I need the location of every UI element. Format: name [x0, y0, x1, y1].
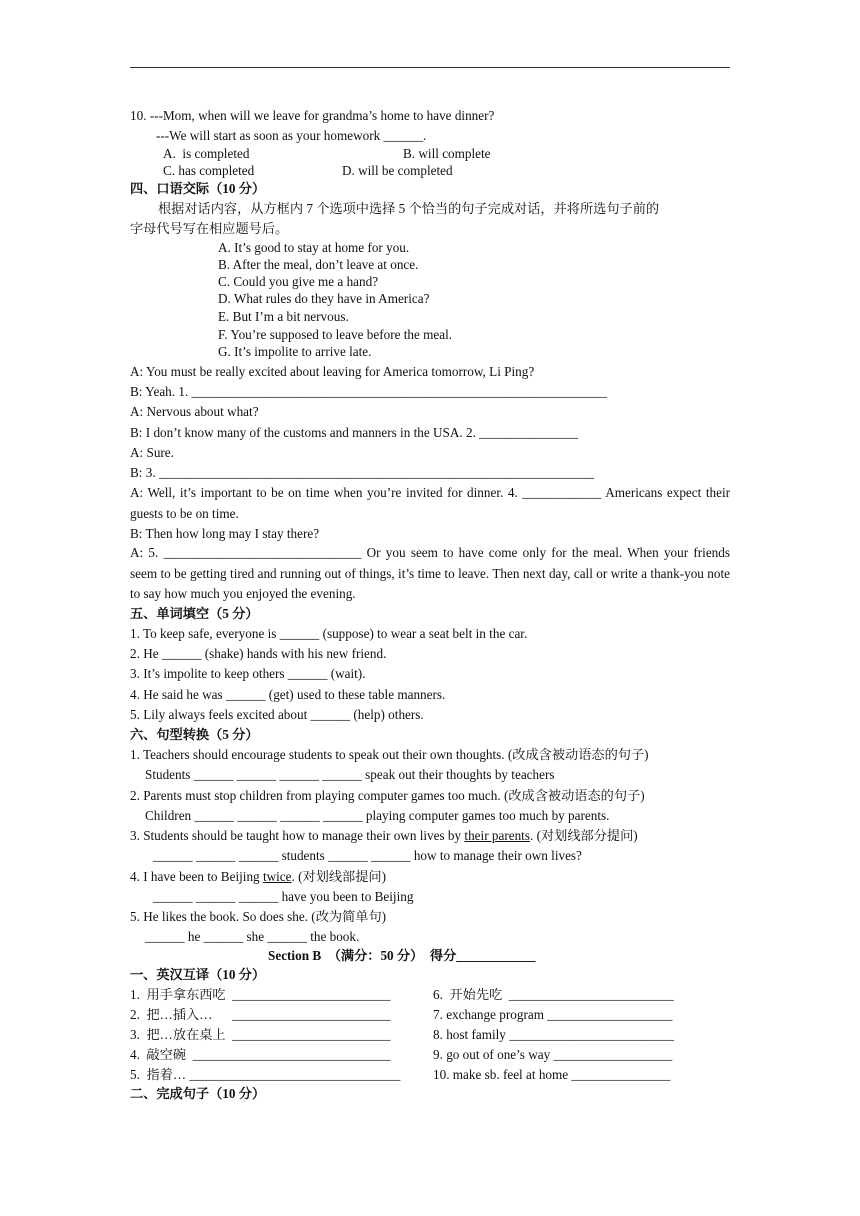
dialogue-line: A: Well, it’s important to be on time when you’re invited for dinner. 4. ____________ Americans expect their guests to be on time. — [130, 485, 730, 521]
transform-item: 5. He likes the book. So does she. (改为简单句) — [130, 909, 387, 924]
instructions: 根据对话内容，从方框内 7 个选项中选择 5 个恰当的句子完成对话，并将所选句子前的 — [158, 201, 660, 216]
fill-item: 3. It’s impolite to keep others ______ (wait). — [130, 666, 366, 681]
item-text: . (对划线部分提问) — [529, 828, 638, 843]
translation-item: 1. 用手拿东西吃 ________________________ — [130, 987, 391, 1002]
fill-item: 2. He ______ (shake) hands with his new friend. — [130, 646, 387, 661]
transform-answer: ______ ______ ______ have you been to Beijing — [153, 889, 414, 904]
dialogue-line: A: You must be really excited about leaving for America tomorrow, Li Ping? — [130, 364, 535, 379]
item-text: 4. I have been to Beijing — [130, 869, 263, 884]
translation-item: 10. make sb. feel at home _______________ — [433, 1067, 671, 1082]
q10-option-a: A. is completed — [163, 146, 250, 161]
underlined-phrase: their parents — [464, 828, 530, 843]
transform-answer: ______ ______ ______ students ______ ______ how to manage their own lives? — [153, 848, 582, 863]
q10-option-c: C. has completed — [163, 163, 255, 178]
transform-answer: ______ he ______ she ______ the book. — [145, 929, 360, 944]
dialogue-line: B: Then how long may I stay there? — [130, 526, 320, 541]
q10-option-b: B. will complete — [403, 146, 491, 161]
fill-item: 5. Lily always feels excited about ______ (help) others. — [130, 707, 424, 722]
section-heading: 四、口语交际（10 分） — [130, 181, 266, 196]
fill-item: 1. To keep safe, everyone is ______ (suppose) to wear a seat belt in the car. — [130, 626, 528, 641]
instructions: 字母代号写在相应题号后。 — [130, 221, 289, 236]
translation-item: 8. host family _________________________ — [433, 1027, 675, 1042]
translation-item: 2. 把…插入… ________________________ — [130, 1007, 391, 1022]
translation-item: 5. 指着… ________________________________ — [130, 1067, 401, 1082]
fill-item: 4. He said he was ______ (get) used to these table manners. — [130, 687, 446, 702]
dialogue-line: B: 3. __________________________________________________________________ — [130, 465, 595, 480]
option-item: F. You’re supposed to leave before the meal. — [218, 327, 453, 342]
item-text: . (对划线部提问) — [291, 869, 387, 884]
q10-reply: ---We will start as soon as your homework ______. — [156, 128, 427, 143]
option-item: C. Could you give me a hand? — [218, 274, 379, 289]
dialogue-line: A: Sure. — [130, 445, 174, 460]
q10-option-d: D. will be completed — [342, 163, 453, 178]
section-heading: 六、句型转换（5 分） — [130, 727, 259, 742]
transform-item: 2. Parents must stop children from playing computer games too much. (改成含被动语态的句子) — [130, 788, 645, 803]
underlined-phrase: twice — [262, 869, 292, 884]
section-heading: 一、英汉互译（10 分） — [130, 967, 266, 982]
option-item: G. It’s impolite to arrive late. — [218, 344, 372, 359]
dialogue-line: A: 5. ______________________________ Or you seem to have come only for the meal. When your friends seem to be getting tired and running out of things, it’s time to leave. Then next day, call or write a thank-you note to say how much you enjoyed the evening. — [130, 545, 730, 601]
option-item: D. What rules do they have in America? — [218, 291, 430, 306]
dialogue-line: B: Yeah. 1. _______________________________________________________________ — [130, 384, 607, 399]
dialogue-line: A: Nervous about what? — [130, 404, 259, 419]
transform-item: 1. Teachers should encourage students to speak out their own thoughts. (改成含被动语态的句子) — [130, 747, 649, 762]
section-heading: 五、单词填空（5 分） — [130, 606, 259, 621]
translation-item: 3. 把…放在桌上 ________________________ — [130, 1027, 391, 1042]
transform-answer: Children ______ ______ ______ ______ playing computer games too much by parents. — [145, 808, 610, 823]
transform-answer: Students ______ ______ ______ ______ speak out their thoughts by teachers — [145, 767, 555, 782]
item-text: 3. Students should be taught how to manage their own lives by — [130, 828, 465, 843]
header-rule — [130, 67, 730, 68]
translation-item: 4. 敲空碗 ______________________________ — [130, 1047, 391, 1062]
translation-item: 7. exchange program ___________________ — [433, 1007, 673, 1022]
translation-item: 9. go out of one’s way __________________ — [433, 1047, 673, 1062]
dialogue-line: B: I don’t know many of the customs and manners in the USA. 2. _______________ — [130, 425, 579, 440]
option-item: E. But I’m a bit nervous. — [218, 309, 349, 324]
option-item: A. It’s good to stay at home for you. — [218, 240, 410, 255]
section-b-title: Section B （满分：50 分） 得分____________ — [268, 948, 536, 963]
transform-item — [130, 828, 638, 844]
option-item: B. After the meal, don’t leave at once. — [218, 257, 419, 272]
section-heading: 二、完成句子（10 分） — [130, 1086, 266, 1101]
transform-item — [130, 869, 386, 885]
q10-question: 10. ---Mom, when will we leave for grandma’s home to have dinner? — [130, 108, 495, 123]
translation-item: 6. 开始先吃 _________________________ — [433, 987, 674, 1002]
